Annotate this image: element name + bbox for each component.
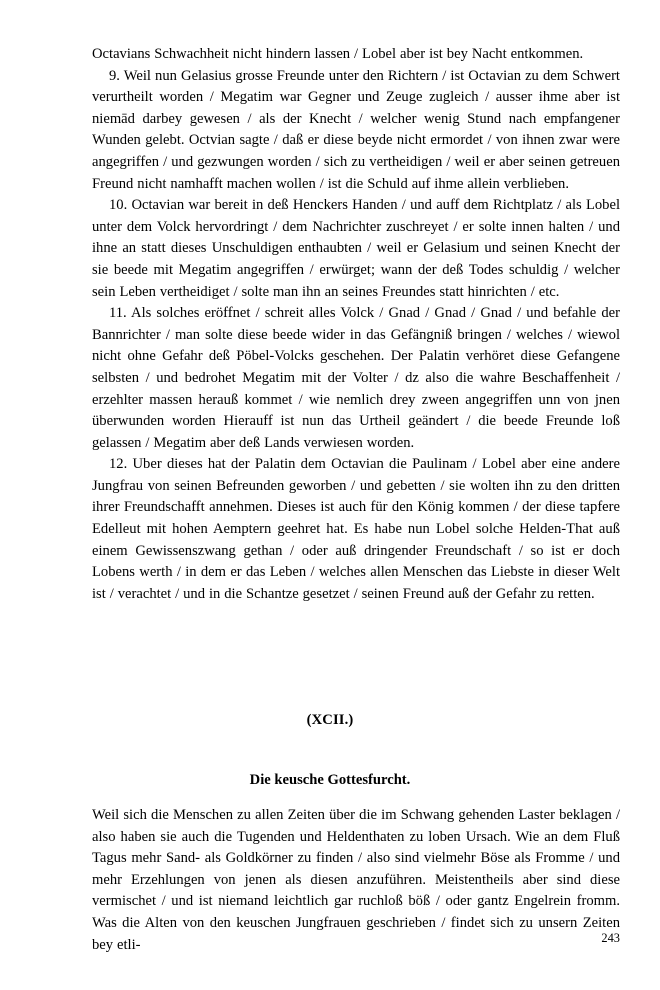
body-text-top — [92, 44, 620, 605]
paragraph-continued: Octavians Schwachheit nicht hindern lassen / Lobel aber ist bey Nacht entkommen. — [92, 46, 584, 62]
paragraph-9: 9. Weil nun Gelasius grosse Freunde unter den Richtern / ist Octavian zu dem Schwert verurtheilt worden / Megatim war Gegner und Zeuge zugleich / ausser ihme aber ist niemād darbey gewesen / als der Knecht / welcher wenig Stund nach empfangener Wunden gelebt. Octvian sagte / daß er diese beyde nicht ermordet / von ihnen zwar were angegriffen / und gezwungen worden / sich zu vertheidigen / weil er aber seinen getreuen Freund nicht namhafft machen wollen / ist die Schuld auf ihme allein verblieben. — [92, 67, 620, 192]
body-text-bottom — [92, 805, 620, 956]
page-number: 243 — [601, 931, 620, 945]
paragraph-10: 10. Octavian war bereit in deß Henckers Handen / und auff dem Richtplatz / als Lobel unter dem Volck hervordringt / dem Nachrichter zuschreyet / er solte innen halten / und ihne an statt dieses Unschuldigen enthaubten / weil er Gelasium und seinen Knecht der sie beede mit Megatim angegriffen / erwürget; wann der deß Todes schuldig / welcher sein Leben vertheidiget / solte man ihn an seines Freundes statt hinrichten / etc. — [92, 197, 620, 300]
paragraph-new-section: Weil sich die Menschen zu allen Zeiten über die im Schwang gehenden Laster beklagen / also haben sie auch die Tugenden und Heldenthaten zu loben Ursach. Wie an dem Fluß Tagus mehr Sand- als Goldkörner zu finden / also sind vielmehr Böse als Fromme / und mehr Erzehlungen von jenen als diesen anzuführen. Meistentheils aber sind diese vermischet / und ist niemand leichtlich gar ruchloß böß / oder gantz Engelrein fromm. Was die Alten von den keuschen Jungfrauen geschrieben / findet sich zu unsern Zeiten bey etli- — [92, 807, 620, 953]
paragraph-12: 12. Uber dieses hat der Palatin dem Octavian die Paulinam / Lobel aber eine andere Jungfrau von seinen Befreunden geworben / und gebetten / sie wolten ihn zu den dritten ihrer Freundschafft annehmen. Dieses ist auch für den König kommen / der diese tapfere Edelleut mit hohen Aemptern geehret hat. Es habe nun Lobel solche Helden-That auß einem Gewissenszwang gethan / oder auß dringender Freundschaft / so ist er doch Lobens werth / in dem er das Leben / welches allen Menschen das Liebste in dieser Welt ist / verachtet / und in die Schantze gesetzet / seinen Freund auß der Gefahr zu retten. — [92, 456, 620, 602]
paragraph-11: 11. Als solches eröffnet / schreit alles Volck / Gnad / Gnad / Gnad / und befahle der Bannrichter / man solte diese beede wider in das Gefängniß bringen / welches / wiewol nicht ohne Gefahr deß Pöbel-Volcks geschehen. Der Palatin verhöret diese Gefangene selbsten / und bedrohet Megatim mit der Volter / dz also die wahre Beschaffenheit / erzehlter massen herauß kommet / wie nemlich drey zween angegriffen unn von jnen überwunden worden Hierauff ist nun das Urtheil geändert / die beede Freunde loß gelassen / Megatim aber deß Lands verwiesen worden. — [92, 305, 620, 451]
section-number: (XCII.) — [306, 712, 354, 728]
section-title: Die keusche Gottesfurcht. — [249, 772, 411, 788]
